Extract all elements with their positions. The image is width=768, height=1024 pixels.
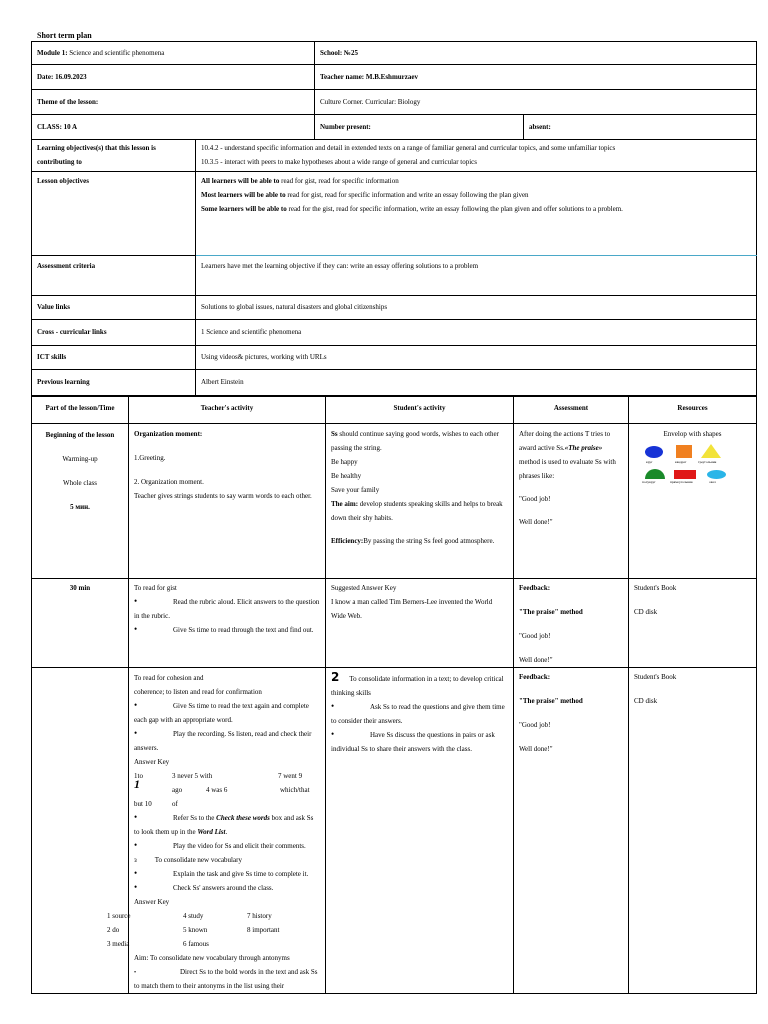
cross-curricular-value: 1 Science and scientific phenomena [196, 320, 757, 346]
plan-row-reading [32, 668, 757, 994]
previous-learning-value: Albert Einstein [196, 370, 757, 396]
resources-beginning: Envelop with shapes круг квадрат треугольник полукруг прямоугольник овал [629, 424, 757, 579]
ict-skills-value: Using videos& pictures, working with URLs [196, 346, 757, 370]
assessment-criteria-label: Assessment criteria [32, 256, 196, 296]
value-links-label: Value links [32, 296, 196, 320]
circle-shape [645, 446, 663, 458]
previous-learning-label: Previous learning [32, 370, 196, 396]
rectangle-shape [674, 470, 696, 479]
ict-skills-label: ICT skills [32, 346, 196, 370]
cross-curricular-label: Cross - curricular links [32, 320, 196, 346]
label-rectangle: прямоугольник [670, 480, 693, 484]
learning-objectives-value: 10.4.2 - understand specific information and detail in extended texts on a range of familiar general and curricular topics, and some unfamiliar topics 10.3.5 - interact with peers to make hypotheses about a wide range of general and curricular topics [196, 140, 757, 172]
part-beginning: Beginning of the lesson Warming-up Whole class 5 мин. [32, 424, 129, 579]
label-oval: овал [709, 480, 716, 484]
objectives-table [31, 139, 757, 396]
assessment-criteria-value: Learners have met the learning objective if they can: write an essay offering solutions to a problem [196, 256, 757, 296]
student-activity-beginning: Ss should continue saying good words, wishes to each other passing the string. Be happy Be healthy Save your family The aim: develop students speaking skills and helps to break down their shy habits. Efficiency:By passing the string Ss feel good atmosphere. [326, 424, 514, 579]
label-square: квадрат [675, 460, 687, 464]
theme-label: Theme of the lesson: [32, 90, 315, 115]
document-title: Short term plan [37, 31, 92, 40]
plan-header-row [32, 397, 757, 424]
semicircle-shape [645, 469, 665, 479]
learning-objectives-label: Learning objectives(s) that this lesson is contributing to [32, 140, 196, 172]
teacher-activity-beginning: Organization moment: 1.Greeting. 2. Organization moment. Teacher gives strings students to say warm words to each other. [129, 424, 326, 579]
lesson-objectives-value: All learners will be able to read for gist, read for specific information Most learners will be able to read for gist, read for specific information and write an essay following the plan given Some learners will be able to read for the gist, read for specific information, write an essay following the plan given and offer solutions to a problem. [196, 172, 757, 256]
theme-value: Culture Corner. Curricular: Biology [315, 90, 757, 115]
shapes-picture [634, 441, 751, 484]
part-30min: 30 min [32, 579, 129, 668]
plan-row-30min [32, 579, 757, 668]
student-activity-30min: Suggested Answer Key I know a man called Tim Berners-Lee invented the World Wide Web. [326, 579, 514, 668]
class-cell: CLASS: 10 A [32, 115, 315, 140]
label-triangle: треугольник [698, 460, 717, 464]
lesson-plan-table [31, 396, 757, 994]
assessment-beginning: After doing the actions T tries to award active Ss.«The praise» method is used to evaluate Ss with phrases like: "Good job! Well done!" [514, 424, 629, 579]
resources-30min: Student's Book CD disk [629, 579, 757, 668]
teacher-name-cell: Teacher name: M.B.Eshmurzaev [315, 65, 757, 90]
square-shape [676, 445, 692, 458]
date-cell: Date: 16.09.2023 [32, 65, 315, 90]
header-assessment: Assessment [514, 397, 629, 424]
assessment-30min: Feedback: "The praise" method "Good job! Well done!" [514, 579, 629, 668]
teacher-activity-reading: To read for cohesion and coherence; to listen and read for confirmation • Give Ss time to read the text again and complete each gap with an appropriate word. • Play the recording. Ss listen, read and check their answers. Answer Key 1to 3 never 5 with 7 went 9 1 ago 4 was 6 which/that but 10 of • Refer Ss to the Check these words box and ask Ss to look them up in the Word List. • Play the video for Ss and elicit their comments. з To consolidate new vocabulary • Explain the task and give Ss time to complete it. • Check Ss' answers around the class. Answer Key 1 source 4 study 7 history 2 do 5 known 8 important 3 media 6 famous Aim: To consolidate new vocabulary through antonyms • Direct Ss to the bold words in the text and ask Ss to match them to their antonyms in the list using their [129, 668, 326, 994]
value-links-value: Solutions to global issues, natural disasters and global citizenships [196, 296, 757, 320]
triangle-shape [701, 444, 721, 458]
student-activity-reading: 2 To consolidate information in a text; to develop critical thinking skills • Ask Ss to read the questions and give them time to consider their answers. • Have Ss discuss the questions in pairs or ask individual Ss to share their answers with the class. [326, 668, 514, 994]
answer-key-1: 1to 3 never 5 with 7 went 9 1 ago 4 was 6 which/that but 10 of [134, 772, 310, 808]
header-table [31, 41, 757, 140]
oval-shape [707, 470, 726, 479]
answer-key-2: 1 source 4 study 7 history 2 do 5 known 8 important 3 media 6 famous [107, 912, 280, 948]
school-cell: School: №25 [315, 42, 757, 65]
teacher-activity-30min: To read for gist • Read the rubric aloud. Elicit answers to the question in the rubric. • Give Ss time to read through the text and find out. [129, 579, 326, 668]
resources-reading: Student's Book CD disk [629, 668, 757, 994]
module-cell: Module 1: Science and scientific phenomena [32, 42, 315, 65]
plan-row-beginning [32, 424, 757, 579]
number-present-cell: Number present: [315, 115, 524, 140]
header-teacher-activity: Teacher's activity [129, 397, 326, 424]
assessment-reading: Feedback: "The praise" method "Good job! Well done!" [514, 668, 629, 994]
header-resources: Resources [629, 397, 757, 424]
label-circle: круг [646, 460, 653, 464]
lesson-objectives-label: Lesson objectives [32, 172, 196, 256]
label-semicircle: полукруг [642, 480, 656, 484]
absent-cell: absent: [524, 115, 757, 140]
header-student-activity: Student's activity [326, 397, 514, 424]
header-part: Part of the lesson/Time [32, 397, 129, 424]
